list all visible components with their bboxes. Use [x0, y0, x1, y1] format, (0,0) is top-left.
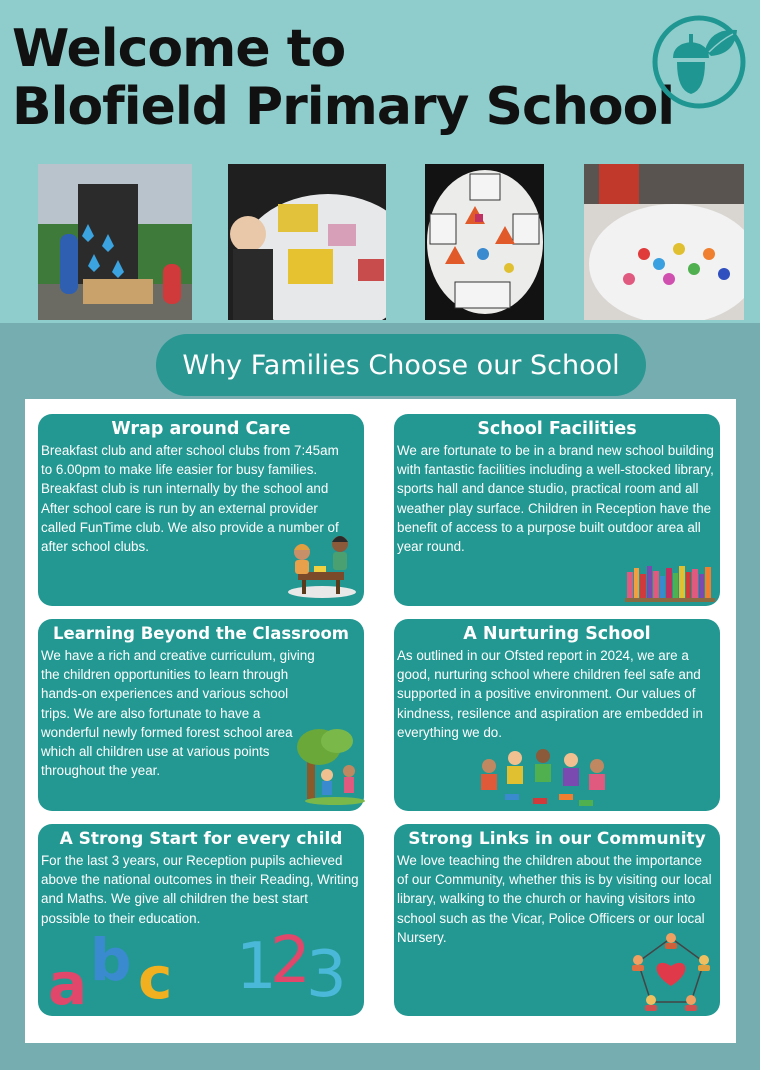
- card-title: School Facilities: [477, 419, 637, 439]
- card-body: Breakfast club and after school clubs from 7:45am to 6.00pm to make life easier for busy families. Breakfast club is run internally by the school and After school care is run by an external provider called FunTime club. We also provide a number of after school clubs.: [41, 443, 339, 555]
- page-title: [12, 20, 674, 136]
- card-body: As outlined in our Ofsted report in 2024, we are a good, nurturing school where children feel safe and supported in a positive environment. Our values of kindness, resilence and aspiration are embedded in everything we do.: [397, 648, 703, 740]
- card-body: We are fortunate to be in a brand new school building with fantastic facilities including a well-stocked library, sports hall and dance studio, practical room and all weather play surface. Children in Reception have the benefit of access to a purpose built outdoor area all year round.: [397, 443, 714, 555]
- art-letter-c: c: [138, 944, 173, 1010]
- card-body: We love teaching the children about the importance of our Community, whether this is by visiting our local library, walking to the church or having visitors into school such as the Vicar, Police Officers or our local Nursery.: [397, 853, 712, 945]
- title-line-2: Blofield Primary School: [12, 77, 675, 137]
- photo-water-wall: [38, 164, 192, 320]
- children-crafting-illustration: [284, 530, 360, 600]
- why-families-banner: Why Families Choose our School: [156, 334, 646, 396]
- photo-sorting-table: [228, 164, 386, 320]
- photo-shape-matching: [425, 164, 544, 320]
- art-letter-a: a: [48, 950, 88, 1010]
- community-heart-network-icon: [628, 930, 714, 1012]
- card-title: Learning Beyond the Classroom: [53, 624, 349, 643]
- title-line-1: Welcome to: [12, 19, 346, 79]
- art-number-2: 2: [270, 928, 311, 998]
- children-under-tree-illustration: [297, 725, 367, 807]
- photo-pompom-tray: [584, 164, 744, 320]
- card-title: A Strong Start for every child: [59, 829, 343, 849]
- card-body: For the last 3 years, our Reception pupils achieved above the national outcomes in their Reading, Writing and Maths. We give all children the best start possible to their education.: [41, 853, 359, 926]
- abc-123-illustration: [44, 928, 354, 1010]
- art-letter-b: b: [90, 928, 132, 994]
- art-number-3: 3: [306, 938, 347, 1010]
- books-on-shelf-illustration: [625, 562, 715, 602]
- card-title: A Nurturing School: [463, 624, 651, 644]
- acorn-leaf-logo: [651, 14, 747, 110]
- card-body: We have a rich and creative curriculum, giving the children opportunities to learn through hands-on experiences and various school trips. We are also fortunate to have a wonderful newly formed forest school area which all children use at various points throughout the year.: [41, 648, 315, 779]
- card-title: Strong Links in our Community: [408, 829, 706, 849]
- art-number-1: 1: [236, 930, 277, 1004]
- card-title: Wrap around Care: [111, 419, 291, 439]
- children-reading-illustration: [475, 748, 611, 808]
